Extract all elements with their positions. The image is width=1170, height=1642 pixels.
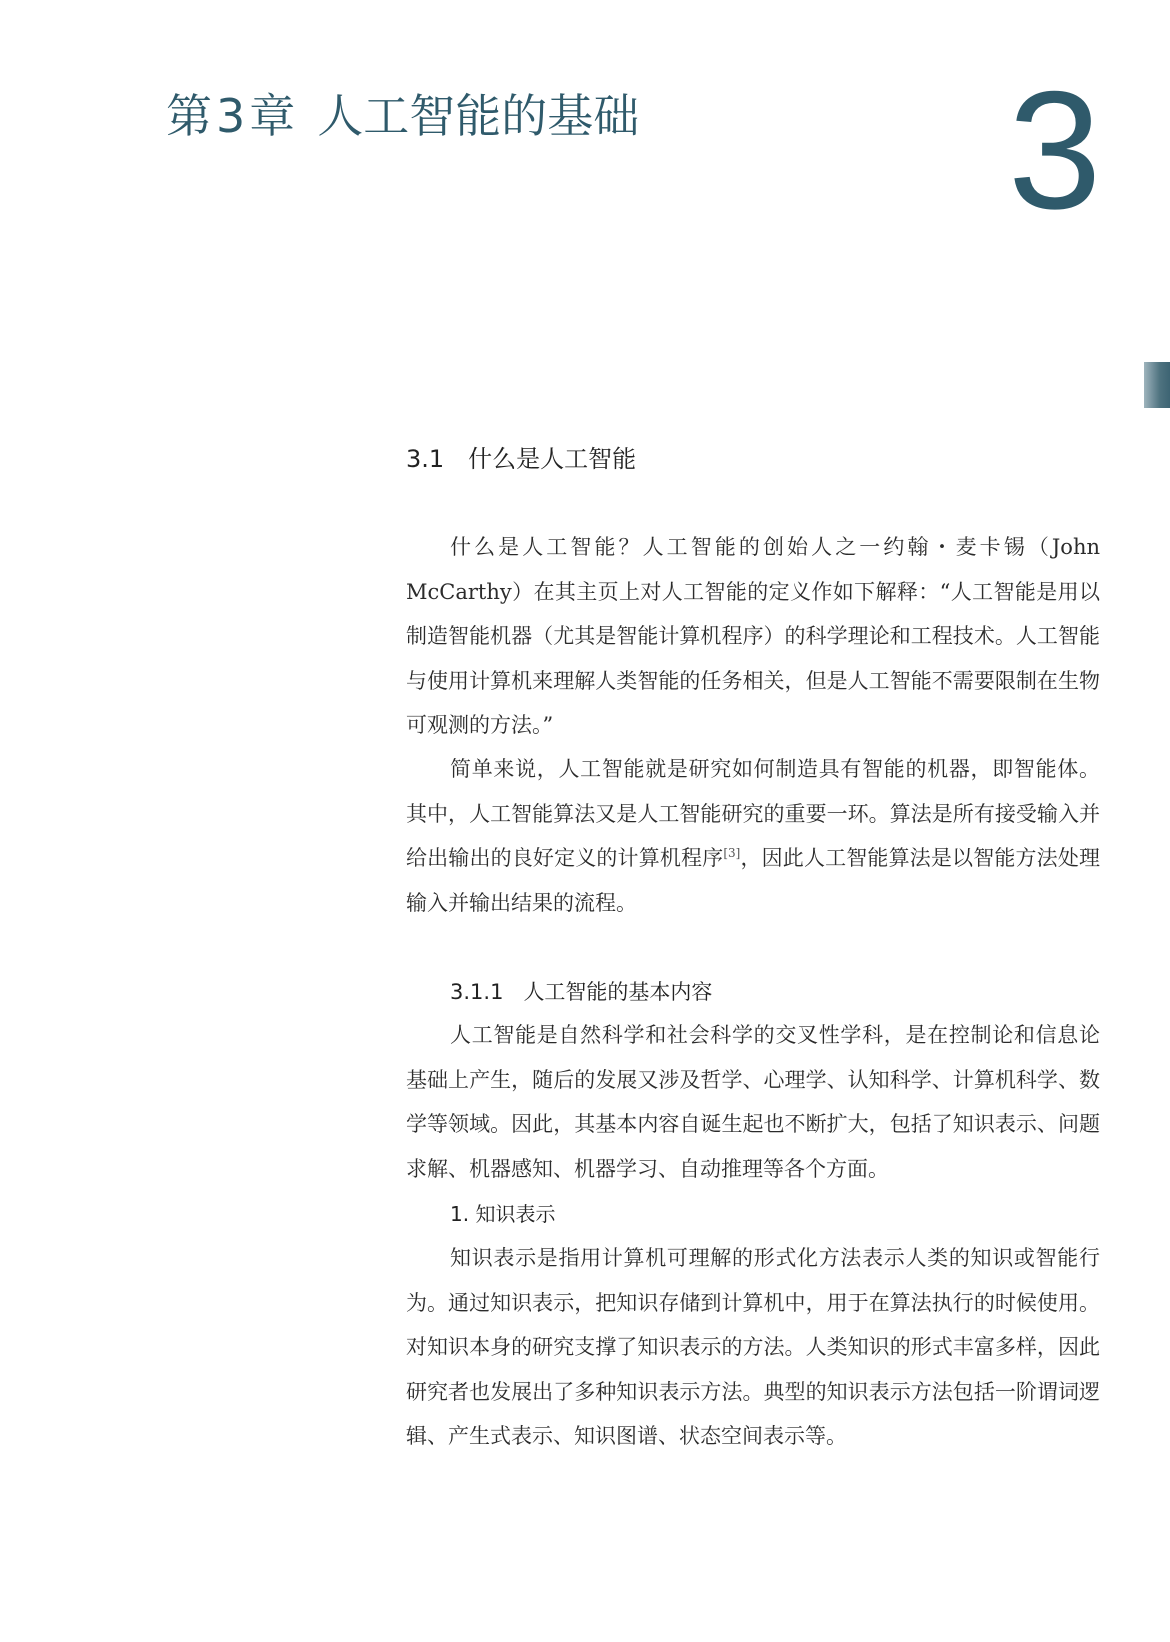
section-heading — [406, 443, 636, 475]
paragraph-summary-text: 简单来说，人工智能就是研究如何制造具有智能的机器，即智能体。其中，人工智能算法又是人工智能研究的重要一环。算法是所有接受输入并给出输出的良好定义的计算机程序 — [406, 757, 1100, 870]
subsection-heading — [450, 977, 712, 1007]
subsection-number: 3.1.1 — [450, 980, 504, 1004]
subsection-title: 人工智能的基本内容 — [523, 980, 713, 1004]
paragraph-basic-content: 人工智能是自然科学和社会科学的交叉性学科，是在控制论和信息论基础上产生，随后的发展又涉及哲学、心理学、认知科学、计算机科学、数学等领域。因此，其基本内容自诞生起也不断扩大，包括了知识表示、问题求解、机器感知、机器学习、自动推理等各个方面。 — [406, 1023, 1100, 1181]
chapter-title — [166, 86, 639, 146]
chapter-label-suffix: 章 — [249, 89, 296, 143]
paragraph-definition: 什么是人工智能？人工智能的创始人之一约翰・麦卡锡（John McCarthy）在其主页上对人工智能的定义作如下解释：“人工智能是用以制造智能机器（尤其是智能计算机程序）的科学理论和工程技术。人工智能与使用计算机来理解人类智能的任务相关，但是人工智能不需要限制在生物可观测的方法。” — [406, 535, 1100, 737]
chapter-label-number: 3 — [216, 89, 246, 143]
chapter-big-number: 3 — [1008, 56, 1102, 244]
paragraph-summary — [406, 747, 1100, 925]
section-title: 什么是人工智能 — [468, 445, 637, 473]
chapter-label-prefix: 第 — [166, 89, 212, 143]
section-number: 3.1 — [406, 445, 445, 473]
item-heading-knowledge-representation: 1. 知识表示 — [450, 1202, 556, 1226]
paragraph-knowledge-representation: 知识表示是指用计算机可理解的形式化方法表示人类的知识或智能行为。通过知识表示，把知识存储到计算机中，用于在算法执行的时候使用。对知识本身的研究支撑了知识表示的方法。人类知识的形式丰富多样，因此研究者也发展出了多种知识表示方法。典型的知识表示方法包括一阶谓词逻辑、产生式表示、知识图谱、状态空间表示等。 — [406, 1246, 1100, 1448]
citation-ref: [3] — [723, 846, 741, 860]
chapter-title-text: 人工智能的基础 — [317, 89, 640, 143]
chapter-edge-tab — [1144, 362, 1170, 408]
paragraph-summary-tail: ，因此人工智能算法是以智能方法处理输入并输出结果的流程。 — [406, 846, 1100, 915]
